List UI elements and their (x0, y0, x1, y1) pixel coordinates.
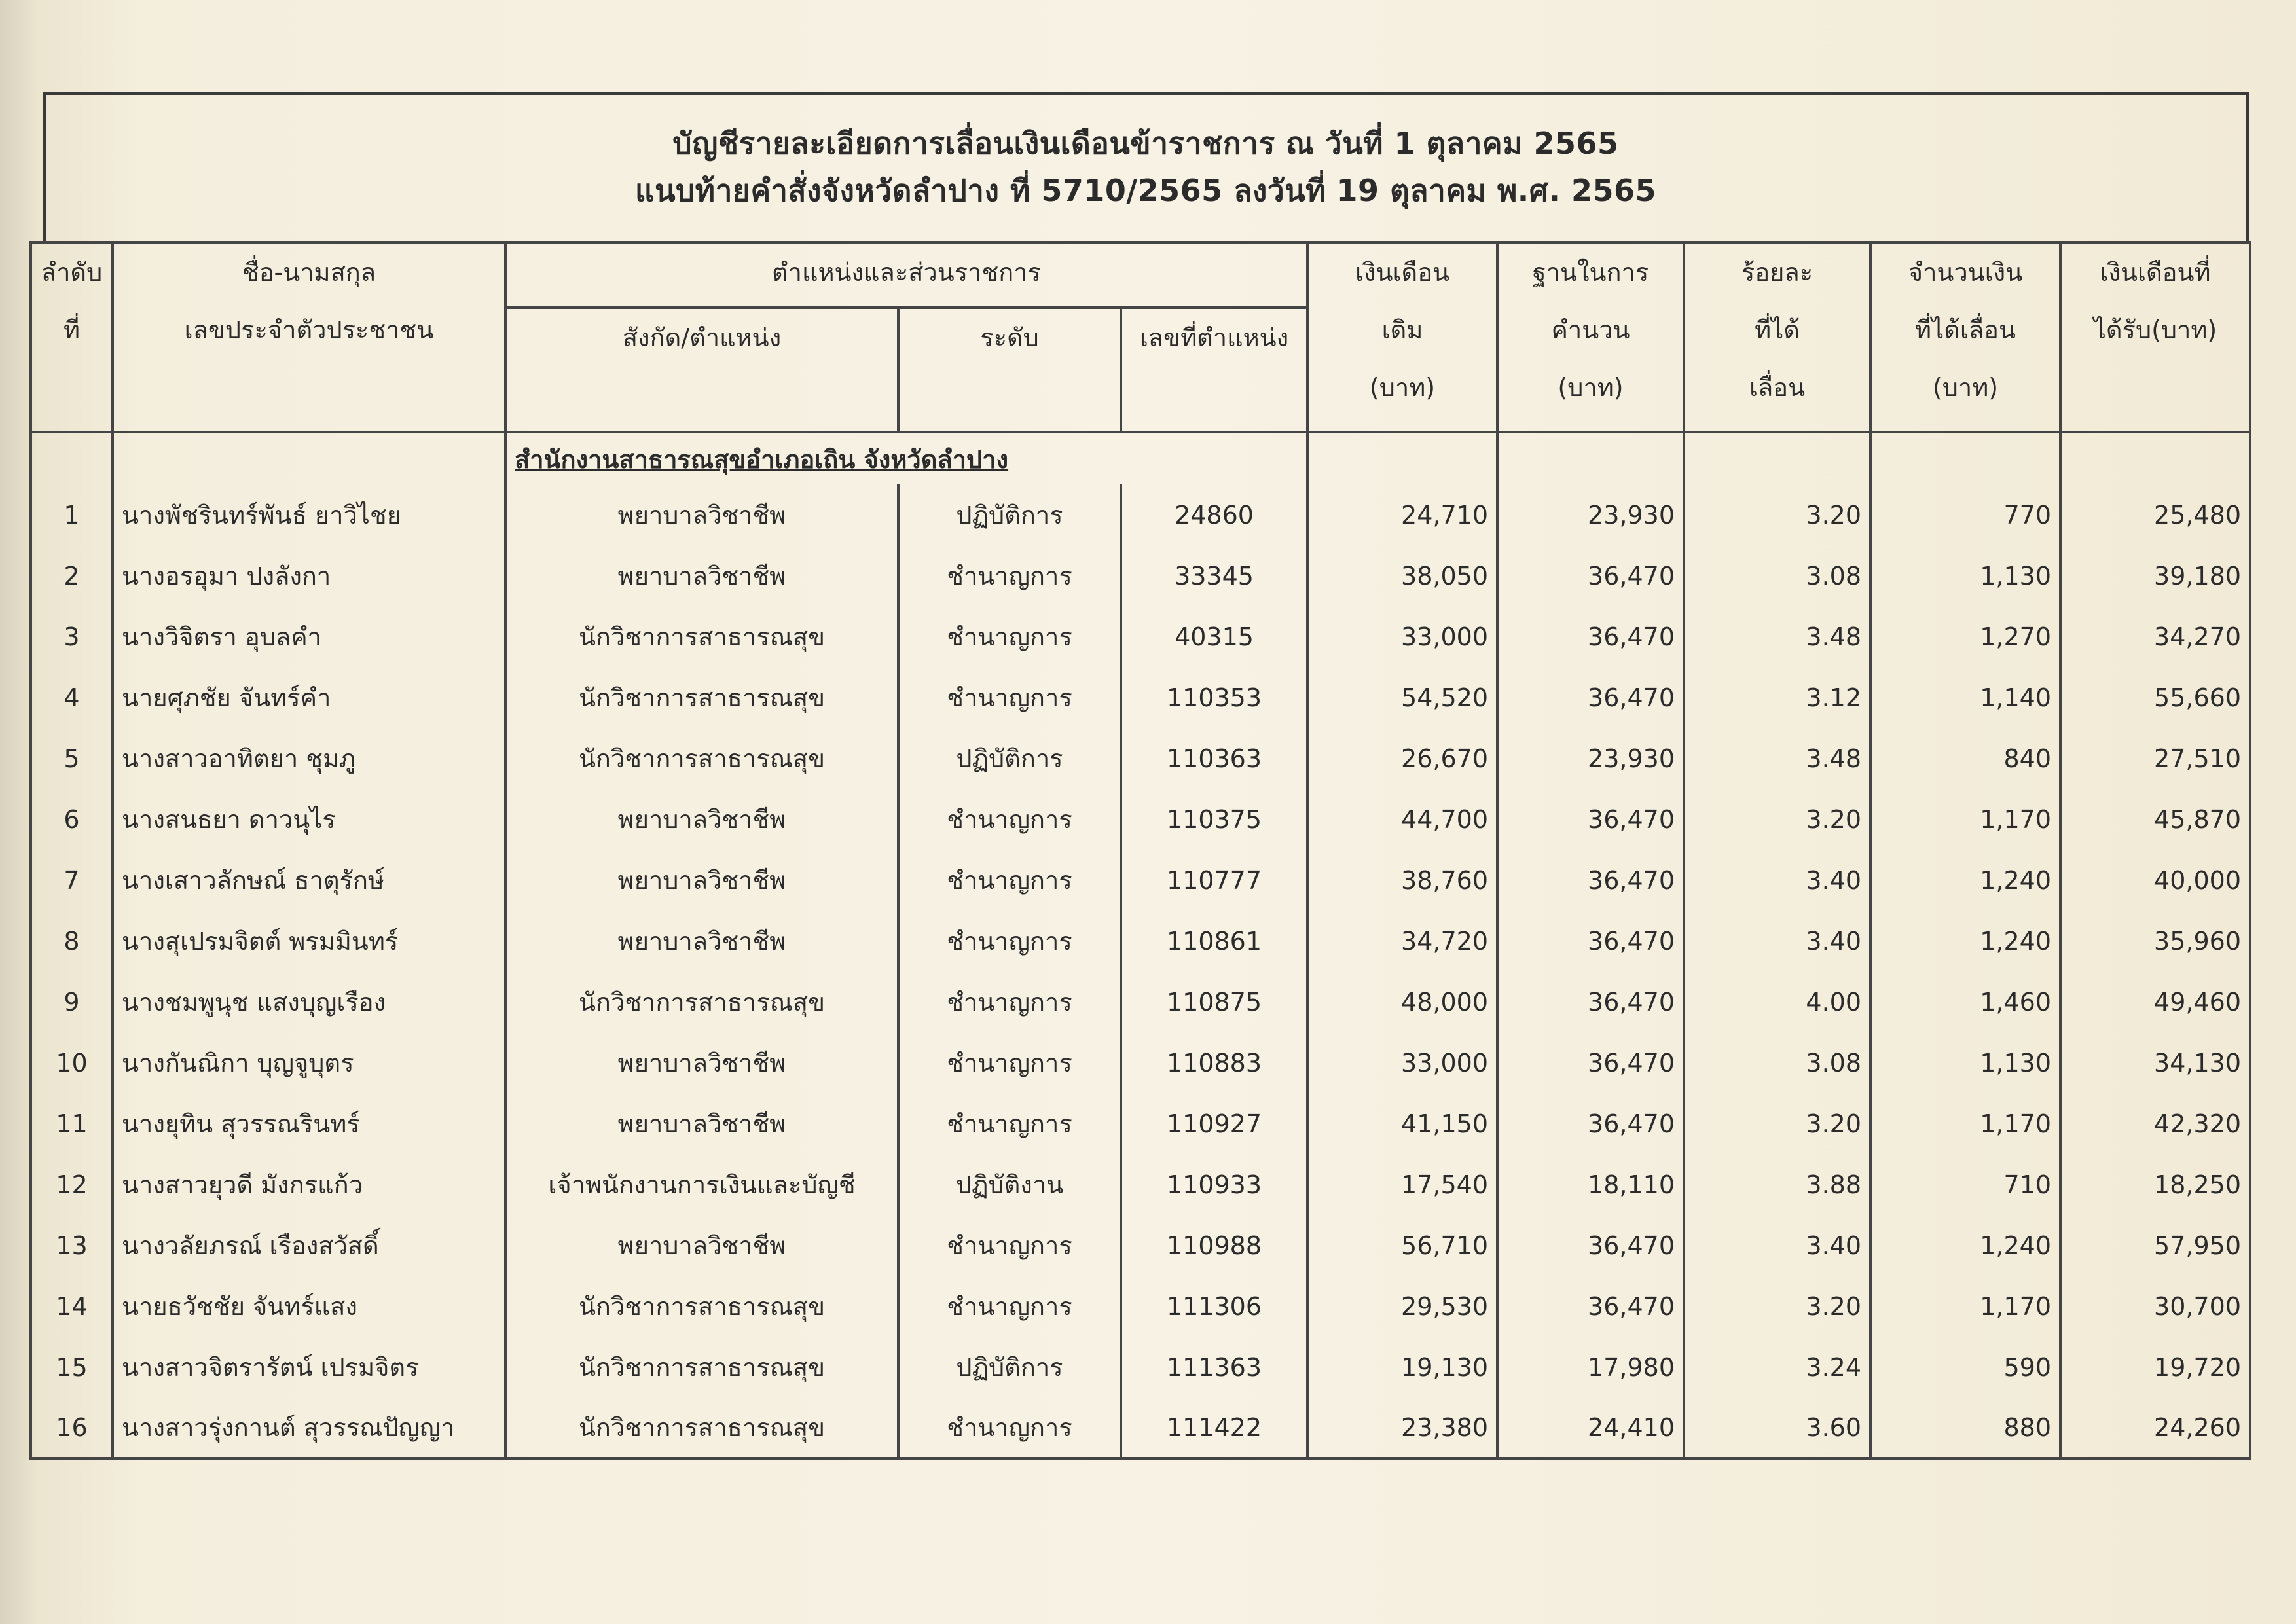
cell-level: ชำนาญการ (898, 971, 1121, 1032)
cell-increase: 1,270 (1870, 606, 2060, 667)
cell-percent: 3.48 (1684, 606, 1870, 667)
cell-position-no: 110375 (1121, 789, 1307, 850)
cell-percent: 3.20 (1684, 1093, 1870, 1154)
cell-position-no: 111306 (1121, 1276, 1307, 1337)
cell-new-salary: 45,870 (2060, 789, 2250, 850)
cell-increase: 1,170 (1870, 789, 2060, 850)
cell-position-no: 110988 (1121, 1215, 1307, 1276)
cell-order: 11 (31, 1093, 113, 1154)
cell-position: นักวิชาการสาธารณสุข (505, 606, 898, 667)
cell-percent: 3.20 (1684, 1276, 1870, 1337)
cell-order: 7 (31, 850, 113, 911)
cell-old-salary: 41,150 (1307, 1093, 1497, 1154)
section-row (31, 432, 2250, 484)
cell-new-salary: 42,320 (2060, 1093, 2250, 1154)
cell-name: นางกันณิกา บุญจูบุตร (113, 1032, 505, 1093)
cell-old-salary: 33,000 (1307, 606, 1497, 667)
cell-increase: 1,140 (1870, 667, 2060, 728)
cell-name: นางเสาวลักษณ์ ธาตุรักษ์ (113, 850, 505, 911)
cell-order: 3 (31, 606, 113, 667)
table-row (31, 1093, 2250, 1154)
cell-position-no: 110777 (1121, 850, 1307, 911)
cell-increase: 1,130 (1870, 545, 2060, 606)
cell-old-salary: 17,540 (1307, 1154, 1497, 1215)
cell-level: ชำนาญการ (898, 1093, 1121, 1154)
cell-order: 9 (31, 971, 113, 1032)
cell-position-no: 111363 (1121, 1337, 1307, 1398)
cell-new-salary: 30,700 (2060, 1276, 2250, 1337)
cell-base: 23,930 (1497, 728, 1684, 789)
cell-new-salary: 27,510 (2060, 728, 2250, 789)
cell-name: นางสาวจิตรารัตน์ เปรมจิตร (113, 1337, 505, 1398)
cell-position: พยาบาลวิชาชีพ (505, 1215, 898, 1276)
cell-new-salary: 19,720 (2060, 1337, 2250, 1398)
cell-base: 36,470 (1497, 606, 1684, 667)
cell-base: 36,470 (1497, 911, 1684, 971)
cell-name: นางยุทิน สุวรรณรินทร์ (113, 1093, 505, 1154)
cell-new-salary: 24,260 (2060, 1398, 2250, 1458)
cell-new-salary: 18,250 (2060, 1154, 2250, 1215)
cell-increase: 1,170 (1870, 1276, 2060, 1337)
cell-position-no: 110861 (1121, 911, 1307, 971)
cell-position: พยาบาลวิชาชีพ (505, 1093, 898, 1154)
table-row (31, 667, 2250, 728)
table-row (31, 1154, 2250, 1215)
header-position-no: เลขที่ตำแหน่ง (1121, 308, 1307, 432)
cell-name: นางวิจิตรา อุบลคำ (113, 606, 505, 667)
cell-position-no: 40315 (1121, 606, 1307, 667)
cell-base: 36,470 (1497, 971, 1684, 1032)
header-affiliation: สังกัด/ตำแหน่ง (505, 308, 898, 432)
cell-percent: 3.40 (1684, 1215, 1870, 1276)
cell-name: นางสาวยุวดี มังกรแก้ว (113, 1154, 505, 1215)
cell-percent: 3.40 (1684, 850, 1870, 911)
cell-position: พยาบาลวิชาชีพ (505, 789, 898, 850)
cell-position-no: 33345 (1121, 545, 1307, 606)
cell-order: 2 (31, 545, 113, 606)
cell-base: 24,410 (1497, 1398, 1684, 1458)
cell-level: ปฏิบัติการ (898, 728, 1121, 789)
cell-position: พยาบาลวิชาชีพ (505, 545, 898, 606)
table-row (31, 911, 2250, 971)
cell-order: 8 (31, 911, 113, 971)
cell-percent: 3.08 (1684, 1032, 1870, 1093)
table-row (31, 1032, 2250, 1093)
title-box (43, 92, 2249, 241)
cell-old-salary: 34,720 (1307, 911, 1497, 971)
cell-name: นายธวัชชัย จันทร์แสง (113, 1276, 505, 1337)
cell-name: นางสุเปรมจิตต์ พรมมินทร์ (113, 911, 505, 971)
cell-order: 16 (31, 1398, 113, 1458)
cell-old-salary: 26,670 (1307, 728, 1497, 789)
cell-increase: 1,130 (1870, 1032, 2060, 1093)
cell-increase: 880 (1870, 1398, 2060, 1458)
header-level: ระดับ (898, 308, 1121, 432)
cell-name: นางพัชรินทร์พันธ์ ยาวิไชย (113, 484, 505, 545)
cell-order: 15 (31, 1337, 113, 1398)
table-row (31, 545, 2250, 606)
table-row (31, 971, 2250, 1032)
cell-position-no: 110875 (1121, 971, 1307, 1032)
cell-old-salary: 54,520 (1307, 667, 1497, 728)
cell-level: ชำนาญการ (898, 789, 1121, 850)
cell-order: 12 (31, 1154, 113, 1215)
header-base: ฐานในการ คำนวน (บาท) (1497, 242, 1684, 432)
cell-increase: 840 (1870, 728, 2060, 789)
cell-order: 5 (31, 728, 113, 789)
cell-order: 1 (31, 484, 113, 545)
cell-order: 14 (31, 1276, 113, 1337)
cell-level: ชำนาญการ (898, 1398, 1121, 1458)
cell-order: 4 (31, 667, 113, 728)
cell-position: พยาบาลวิชาชีพ (505, 850, 898, 911)
header-name: ชื่อ-นามสกุล เลขประจำตัวประชาชน (113, 242, 505, 432)
cell-base: 36,470 (1497, 1215, 1684, 1276)
cell-percent: 3.60 (1684, 1398, 1870, 1458)
cell-level: ชำนาญการ (898, 1032, 1121, 1093)
cell-new-salary: 25,480 (2060, 484, 2250, 545)
cell-increase: 710 (1870, 1154, 2060, 1215)
cell-base: 36,470 (1497, 1276, 1684, 1337)
cell-level: ปฏิบัติการ (898, 1337, 1121, 1398)
cell-level: ปฏิบัติงาน (898, 1154, 1121, 1215)
header-percent: ร้อยละ ที่ได้ เลื่อน (1684, 242, 1870, 432)
cell-old-salary: 44,700 (1307, 789, 1497, 850)
cell-position-no: 110927 (1121, 1093, 1307, 1154)
cell-percent: 3.08 (1684, 545, 1870, 606)
cell-base: 36,470 (1497, 667, 1684, 728)
cell-percent: 3.88 (1684, 1154, 1870, 1215)
cell-new-salary: 35,960 (2060, 911, 2250, 971)
cell-new-salary: 39,180 (2060, 545, 2250, 606)
cell-position: พยาบาลวิชาชีพ (505, 1032, 898, 1093)
table-row (31, 1398, 2250, 1458)
cell-percent: 3.20 (1684, 484, 1870, 545)
cell-increase: 1,240 (1870, 850, 2060, 911)
cell-level: ชำนาญการ (898, 545, 1121, 606)
cell-position: พยาบาลวิชาชีพ (505, 911, 898, 971)
table-row (31, 484, 2250, 545)
cell-new-salary: 55,660 (2060, 667, 2250, 728)
header-increase: จำนวนเงิน ที่ได้เลื่อน (บาท) (1870, 242, 2060, 432)
cell-old-salary: 33,000 (1307, 1032, 1497, 1093)
cell-position: นักวิชาการสาธารณสุข (505, 728, 898, 789)
cell-new-salary: 40,000 (2060, 850, 2250, 911)
cell-name: นางอรอุมา ปงลังกา (113, 545, 505, 606)
cell-old-salary: 38,050 (1307, 545, 1497, 606)
salary-document (29, 92, 2255, 1447)
cell-level: ชำนาญการ (898, 1215, 1121, 1276)
cell-level: ชำนาญการ (898, 1276, 1121, 1337)
cell-increase: 1,460 (1870, 971, 2060, 1032)
cell-old-salary: 23,380 (1307, 1398, 1497, 1458)
cell-position: นักวิชาการสาธารณสุข (505, 1276, 898, 1337)
cell-level: ชำนาญการ (898, 667, 1121, 728)
cell-base: 23,930 (1497, 484, 1684, 545)
cell-position-no: 110883 (1121, 1032, 1307, 1093)
cell-old-salary: 56,710 (1307, 1215, 1497, 1276)
cell-level: ชำนาญการ (898, 911, 1121, 971)
header-old-salary: เงินเดือน เดิม (บาท) (1307, 242, 1497, 432)
cell-position: นักวิชาการสาธารณสุข (505, 1337, 898, 1398)
cell-order: 10 (31, 1032, 113, 1093)
cell-increase: 1,240 (1870, 1215, 2060, 1276)
cell-new-salary: 34,270 (2060, 606, 2250, 667)
cell-order: 13 (31, 1215, 113, 1276)
cell-percent: 3.12 (1684, 667, 1870, 728)
cell-percent: 4.00 (1684, 971, 1870, 1032)
cell-level: ปฏิบัติการ (898, 484, 1121, 545)
cell-name: นางสาวรุ่งกานต์ สุวรรณปัญญา (113, 1398, 505, 1458)
cell-position: นักวิชาการสาธารณสุข (505, 971, 898, 1032)
cell-old-salary: 29,530 (1307, 1276, 1497, 1337)
table-row (31, 728, 2250, 789)
document-title: บัญชีรายละเอียดการเลื่อนเงินเดือนข้าราชการ ณ วันที่ 1 ตุลาคม 2565 (672, 126, 1619, 161)
cell-base: 36,470 (1497, 850, 1684, 911)
cell-name: นางสนธยา ดาวนุไร (113, 789, 505, 850)
cell-percent: 3.40 (1684, 911, 1870, 971)
cell-position: เจ้าพนักงานการเงินและบัญชี (505, 1154, 898, 1215)
cell-base: 36,470 (1497, 1093, 1684, 1154)
table-row (31, 1215, 2250, 1276)
cell-base: 18,110 (1497, 1154, 1684, 1215)
cell-position-no: 24860 (1121, 484, 1307, 545)
cell-position: พยาบาลวิชาชีพ (505, 484, 898, 545)
cell-name: นายศุภชัย จันทร์คำ (113, 667, 505, 728)
cell-increase: 1,170 (1870, 1093, 2060, 1154)
cell-position-no: 110353 (1121, 667, 1307, 728)
cell-level: ชำนาญการ (898, 606, 1121, 667)
cell-position-no: 110933 (1121, 1154, 1307, 1215)
table-body (31, 432, 2250, 1458)
cell-new-salary: 57,950 (2060, 1215, 2250, 1276)
cell-name: นางวลัยภรณ์ เรืองสวัสดิ์ (113, 1215, 505, 1276)
cell-old-salary: 19,130 (1307, 1337, 1497, 1398)
cell-increase: 590 (1870, 1337, 2060, 1398)
cell-percent: 3.20 (1684, 789, 1870, 850)
cell-base: 36,470 (1497, 545, 1684, 606)
header-order: ลำดับ ที่ (31, 242, 113, 432)
cell-name: นางสาวอาทิตยา ชุมภู (113, 728, 505, 789)
cell-position-no: 111422 (1121, 1398, 1307, 1458)
cell-old-salary: 48,000 (1307, 971, 1497, 1032)
cell-base: 36,470 (1497, 789, 1684, 850)
cell-new-salary: 34,130 (2060, 1032, 2250, 1093)
cell-level: ชำนาญการ (898, 850, 1121, 911)
cell-increase: 770 (1870, 484, 2060, 545)
table-row (31, 789, 2250, 850)
cell-new-salary: 49,460 (2060, 971, 2250, 1032)
cell-old-salary: 38,760 (1307, 850, 1497, 911)
cell-base: 36,470 (1497, 1032, 1684, 1093)
cell-increase: 1,240 (1870, 911, 2060, 971)
section-label: สำนักงานสาธารณสุขอำเภอเถิน จังหวัดลำปาง (505, 432, 1307, 484)
table-row (31, 850, 2250, 911)
cell-order: 6 (31, 789, 113, 850)
table-row (31, 1337, 2250, 1398)
cell-position: นักวิชาการสาธารณสุข (505, 667, 898, 728)
cell-percent: 3.24 (1684, 1337, 1870, 1398)
cell-name: นางชมพูนุช แสงบุญเรือง (113, 971, 505, 1032)
table-row (31, 606, 2250, 667)
table-row (31, 1276, 2250, 1337)
salary-table (29, 241, 2251, 1460)
cell-base: 17,980 (1497, 1337, 1684, 1398)
header-position-group: ตำแหน่งและส่วนราชการ (505, 242, 1307, 308)
header-new-salary: เงินเดือนที่ ได้รับ(บาท) (2060, 242, 2250, 432)
cell-position: นักวิชาการสาธารณสุข (505, 1398, 898, 1458)
cell-percent: 3.48 (1684, 728, 1870, 789)
cell-old-salary: 24,710 (1307, 484, 1497, 545)
cell-position-no: 110363 (1121, 728, 1307, 789)
document-subtitle: แนบท้ายคำสั่งจังหวัดลำปาง ที่ 5710/2565 ลงวันที่ 19 ตุลาคม พ.ศ. 2565 (634, 173, 1656, 208)
